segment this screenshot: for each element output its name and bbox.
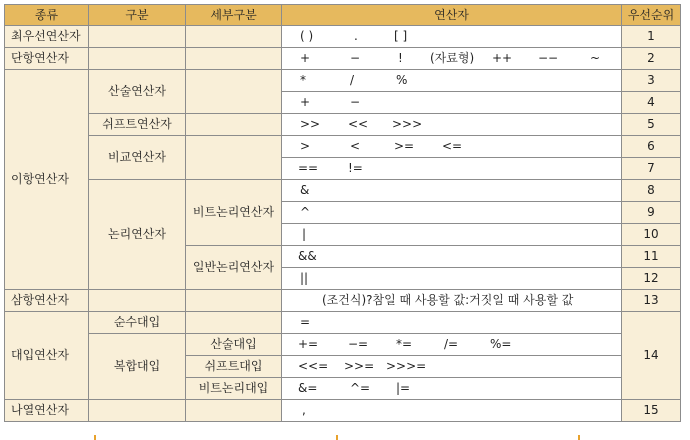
operator-token: != bbox=[348, 161, 363, 175]
table-row bbox=[5, 400, 681, 422]
detail-cell: 일반논리연산자 bbox=[186, 246, 282, 290]
operator-token: − bbox=[350, 95, 361, 109]
operator-token: /= bbox=[444, 337, 459, 351]
priority-cell: 3 bbox=[622, 70, 681, 92]
priority-cell: 15 bbox=[622, 400, 681, 422]
operator-token: = bbox=[300, 315, 311, 329]
category-cell bbox=[89, 290, 186, 312]
operator-token: <<= bbox=[298, 359, 329, 373]
category-cell bbox=[89, 26, 186, 48]
priority-cell: 2 bbox=[622, 48, 681, 70]
category-cell: 산술연산자 bbox=[89, 70, 186, 114]
operator-token: += bbox=[298, 337, 319, 351]
category-cell: 쉬프트연산자 bbox=[89, 114, 186, 136]
type-cell: 대입연산자 bbox=[5, 312, 89, 400]
detail-cell: 비트논리연산자 bbox=[186, 180, 282, 246]
operator-token: && bbox=[298, 249, 317, 263]
operator-cell bbox=[282, 92, 622, 114]
operator-precedence-table bbox=[4, 4, 681, 422]
operator-cell bbox=[282, 180, 622, 202]
operator-token: ~ bbox=[590, 51, 601, 65]
operator-token: >>= bbox=[344, 359, 375, 373]
operator-token: ! bbox=[398, 51, 403, 65]
operator-token: + bbox=[300, 51, 311, 65]
type-cell: 삼항연산자 bbox=[5, 290, 89, 312]
priority-cell: 6 bbox=[622, 136, 681, 158]
table-row bbox=[5, 180, 681, 202]
operator-token: ^= bbox=[350, 381, 371, 395]
operator-token: >> bbox=[300, 117, 321, 131]
header-category: 구분 bbox=[89, 5, 186, 26]
operator-token: . bbox=[354, 29, 358, 43]
category-cell bbox=[89, 48, 186, 70]
operator-token: / bbox=[350, 73, 355, 87]
bottom-tick-marks bbox=[0, 435, 690, 440]
priority-cell: 1 bbox=[622, 26, 681, 48]
category-cell bbox=[89, 400, 186, 422]
operator-token: % bbox=[396, 73, 408, 87]
detail-cell: 산술대입 bbox=[186, 334, 282, 356]
operator-token: == bbox=[298, 161, 319, 175]
operator-cell bbox=[282, 136, 622, 158]
operator-token: >>>= bbox=[386, 359, 427, 373]
header-priority: 우선순위 bbox=[622, 5, 681, 26]
type-cell: 단항연산자 bbox=[5, 48, 89, 70]
table-row bbox=[5, 334, 681, 356]
category-cell: 비교연산자 bbox=[89, 136, 186, 180]
type-cell: 이항연산자 bbox=[5, 70, 89, 290]
category-cell: 순수대입 bbox=[89, 312, 186, 334]
operator-cell bbox=[282, 114, 622, 136]
operator-token: −− bbox=[538, 51, 559, 65]
detail-cell bbox=[186, 312, 282, 334]
operator-token: + bbox=[300, 95, 311, 109]
operator-cell bbox=[282, 268, 622, 290]
tick-mark bbox=[578, 435, 580, 440]
detail-cell bbox=[186, 114, 282, 136]
operator-token: > bbox=[300, 139, 311, 153]
operator-token: &= bbox=[298, 381, 318, 395]
ternary-expression: (조건식)?참일 때 사용할 값:거짓일 때 사용할 값 bbox=[322, 293, 574, 307]
operator-token: [ ] bbox=[394, 29, 408, 43]
operator-cell bbox=[282, 356, 622, 378]
operator-cell bbox=[282, 334, 622, 356]
table-row bbox=[5, 290, 681, 312]
type-cell: 나열연산자 bbox=[5, 400, 89, 422]
tick-mark bbox=[336, 435, 338, 440]
header-type: 종류 bbox=[5, 5, 89, 26]
operator-token: | bbox=[302, 227, 307, 241]
table-row bbox=[5, 26, 681, 48]
operator-token: || bbox=[300, 271, 309, 285]
operator-cell bbox=[282, 70, 622, 92]
category-cell: 복합대입 bbox=[89, 334, 186, 400]
operator-cell bbox=[282, 378, 622, 400]
operator-token: ^ bbox=[300, 205, 311, 219]
detail-cell: 쉬프트대입 bbox=[186, 356, 282, 378]
operator-token: ++ bbox=[492, 51, 513, 65]
operator-token: << bbox=[348, 117, 369, 131]
operator-token: |= bbox=[396, 381, 411, 395]
priority-cell: 11 bbox=[622, 246, 681, 268]
detail-cell bbox=[186, 400, 282, 422]
table-row bbox=[5, 312, 681, 334]
operator-token: >= bbox=[394, 139, 415, 153]
priority-cell: 10 bbox=[622, 224, 681, 246]
type-cell: 최우선연산자 bbox=[5, 26, 89, 48]
operator-cell bbox=[282, 202, 622, 224]
operator-cell bbox=[282, 312, 622, 334]
table-row bbox=[5, 114, 681, 136]
operator-token: <= bbox=[442, 139, 463, 153]
header-operator: 연산자 bbox=[282, 5, 622, 26]
header-row bbox=[5, 5, 681, 26]
detail-cell: 비트논리대입 bbox=[186, 378, 282, 400]
operator-cell bbox=[282, 224, 622, 246]
operator-token: ( ) bbox=[300, 29, 314, 43]
priority-cell: 9 bbox=[622, 202, 681, 224]
table-row bbox=[5, 136, 681, 158]
category-cell: 논리연산자 bbox=[89, 180, 186, 290]
priority-cell: 14 bbox=[622, 312, 681, 400]
priority-cell: 8 bbox=[622, 180, 681, 202]
operator-token: %= bbox=[490, 337, 512, 351]
operator-token: , bbox=[302, 403, 306, 417]
operator-token: & bbox=[300, 183, 310, 197]
detail-cell bbox=[186, 136, 282, 180]
operator-token: − bbox=[350, 51, 361, 65]
detail-cell bbox=[186, 290, 282, 312]
operator-token: *= bbox=[396, 337, 413, 351]
operator-token: (자료형) bbox=[430, 51, 475, 65]
detail-cell bbox=[186, 26, 282, 48]
operator-token: >>> bbox=[392, 117, 423, 131]
table-row bbox=[5, 70, 681, 92]
priority-cell: 13 bbox=[622, 290, 681, 312]
priority-cell: 4 bbox=[622, 92, 681, 114]
operator-cell bbox=[282, 290, 622, 312]
detail-cell bbox=[186, 70, 282, 114]
detail-cell bbox=[186, 48, 282, 70]
operator-token: < bbox=[350, 139, 361, 153]
priority-cell: 5 bbox=[622, 114, 681, 136]
operator-cell bbox=[282, 48, 622, 70]
table-row bbox=[5, 48, 681, 70]
operator-cell bbox=[282, 26, 622, 48]
header-detail: 세부구분 bbox=[186, 5, 282, 26]
priority-cell: 12 bbox=[622, 268, 681, 290]
operator-cell bbox=[282, 246, 622, 268]
operator-cell bbox=[282, 400, 622, 422]
priority-cell: 7 bbox=[622, 158, 681, 180]
operator-token: −= bbox=[348, 337, 369, 351]
tick-mark bbox=[94, 435, 96, 440]
operator-token: * bbox=[300, 73, 306, 87]
operator-cell bbox=[282, 158, 622, 180]
